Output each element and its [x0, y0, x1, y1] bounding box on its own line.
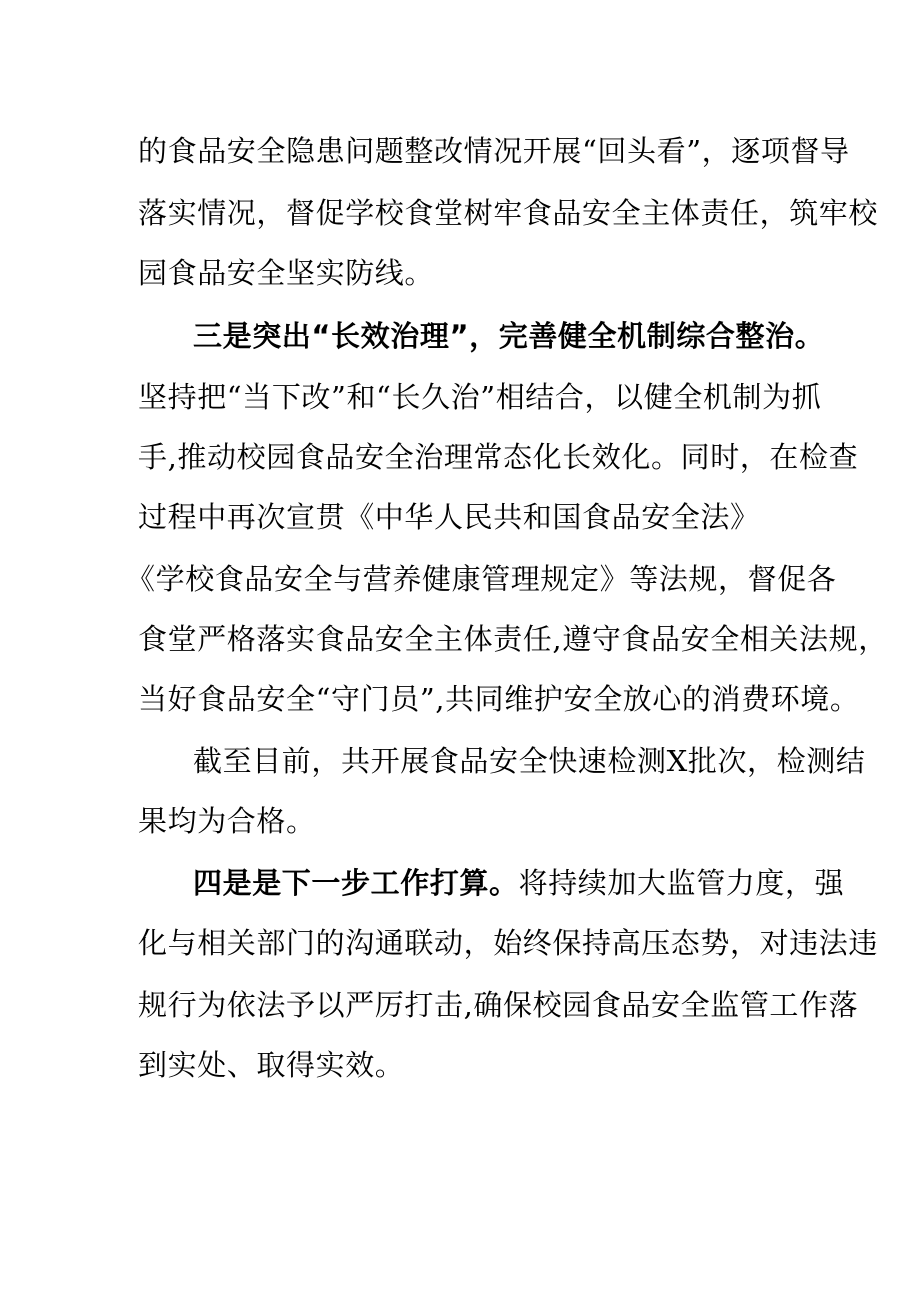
paragraph-line: 落实情况，督促学校食堂树牢食品安全主体责任，筑牢校 — [138, 196, 879, 230]
paragraph-line: 的食品安全隐患问题整改情况开展“回头看”，逐项督导 — [138, 134, 850, 168]
section-heading-3: 三是突出“长效治理”，完善健全机制综合整治。 — [193, 319, 825, 353]
paragraph-line: 手,推动校园食品安全治理常态化长效化。同时，在检查 — [138, 440, 859, 474]
paragraph-line: 园食品安全坚实防线。 — [138, 256, 435, 290]
paragraph-line: 截至目前，共开展食品安全快速检测X批次，检测结 — [193, 744, 866, 778]
section-line-4 — [193, 863, 893, 903]
paragraph-line: 食堂严格落实食品安全主体责任,遵守食品安全相关法规， — [138, 622, 888, 656]
paragraph-line: 坚持把“当下改”和“长久治”相结合，以健全机制为抓 — [138, 380, 822, 414]
paragraph-line: 果均为合格。 — [138, 804, 316, 838]
paragraph-line: 当好食品安全“守门员”,共同维护安全放心的消费环境。 — [138, 682, 860, 716]
paragraph-line: 到实处、取得实效。 — [138, 1048, 405, 1082]
paragraph-line: 规行为依法予以严厉打击,确保校园食品安全监管工作落 — [138, 988, 859, 1022]
paragraph-line: 过程中再次宣贯《中华人民共和国食品安全法》 — [138, 500, 760, 534]
section-heading-4: 四是是下一步工作打算。 — [193, 866, 519, 900]
paragraph-line: 化与相关部门的沟通联动，始终保持高压态势，对违法违 — [138, 926, 879, 960]
section-4-text: 将持续加大监管力度，强 — [518, 866, 845, 900]
paragraph-line: 《学校食品安全与营养健康管理规定》等法规，督促各 — [126, 562, 837, 596]
